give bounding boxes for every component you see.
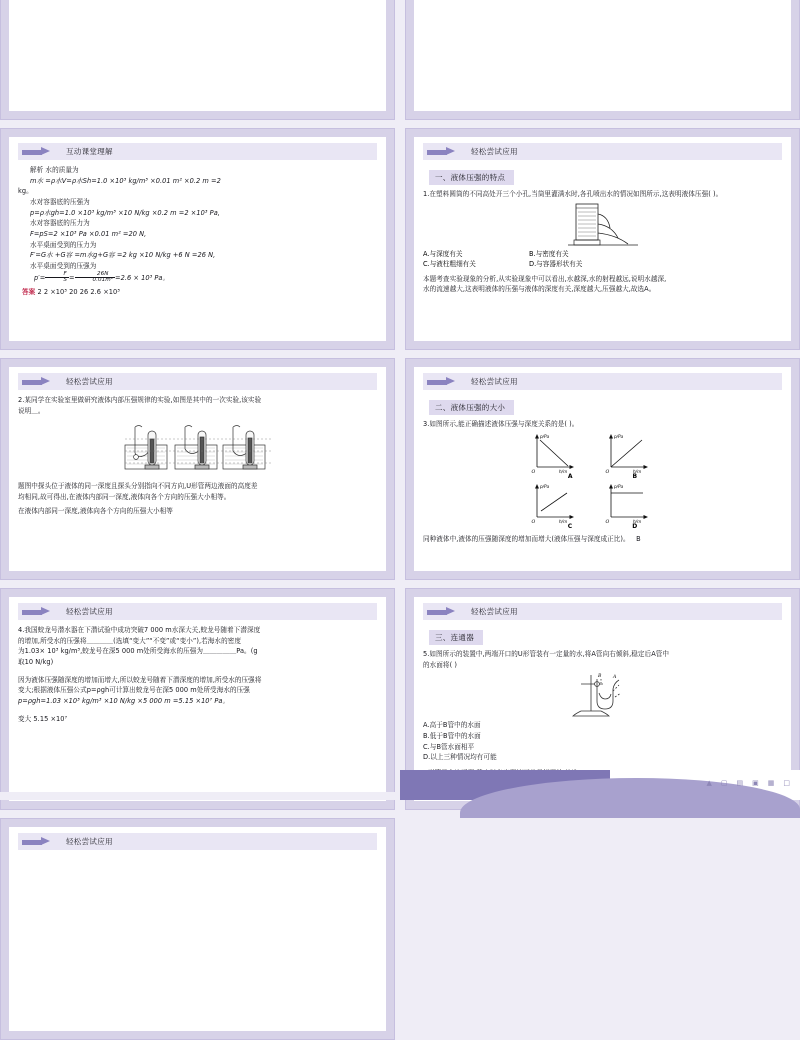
slide-thumbnail[interactable] bbox=[0, 128, 395, 350]
home-icon[interactable]: ▲ bbox=[706, 779, 712, 787]
slide6-question: 3.如图所示,能正确描述液体压强与深度关系的是( )。 bbox=[423, 420, 579, 428]
u-tube-diagram bbox=[563, 671, 643, 719]
slide3-l1: 解析 水的质量为 bbox=[30, 166, 79, 174]
phone-icon[interactable]: □ bbox=[783, 779, 790, 787]
slide-header-band bbox=[18, 603, 377, 620]
arrow-icon bbox=[427, 607, 457, 616]
svg-text:h/m: h/m bbox=[632, 468, 641, 474]
slide-header-label: 轻松尝试应用 bbox=[66, 377, 113, 386]
slide3-l11-eq: = bbox=[68, 273, 75, 282]
slide-header-band bbox=[423, 373, 782, 390]
slide-header-band bbox=[18, 373, 377, 390]
option-c[interactable]: C.与液柱粗细有关 bbox=[423, 260, 476, 269]
slide7-q1: 4.我国蛟龙号潜水器在下潜试验中成功突破7 000 m水深大关,蛟龙号随着下潜深度 bbox=[18, 626, 261, 634]
slide-header-label: 轻松尝试应用 bbox=[66, 607, 113, 616]
slide5-q2: 说明＿。 bbox=[18, 406, 45, 415]
slide4-explain1: 本题考查实验现象的分析,从实验现象中可以看出,水越深,水的射程越远,说明水越深, bbox=[423, 274, 667, 283]
graph-label-d: D bbox=[632, 522, 638, 530]
slide3-l5: p=ρ水gh=1.0 ×10³ kg/m³ ×10 N/kg ×0.2 m =2 ×10³ Pa, bbox=[30, 208, 220, 217]
slide-header-label: 互动课堂理解 bbox=[66, 147, 113, 156]
slide-header-band bbox=[423, 143, 782, 160]
formula-fraction: $\frac{F}{S}$ bbox=[45, 272, 69, 284]
figure-graphs bbox=[423, 431, 782, 475]
slide-content bbox=[9, 137, 386, 341]
option-c[interactable]: C.与B管水面相平 bbox=[423, 742, 475, 751]
slide-header-band bbox=[18, 833, 377, 850]
slide3-l2: m水 =ρ水V=ρ水Sh=1.0 ×10³ kg/m³ ×0.01 m² ×0.2 m =2 bbox=[30, 176, 221, 185]
slide-thumbnail[interactable] bbox=[405, 128, 800, 350]
section-heading: 三、连通器 bbox=[429, 630, 483, 645]
option-d[interactable]: D.与容器形状有关 bbox=[529, 260, 583, 269]
slide3-l4: 水对容器底的压强为 bbox=[30, 198, 90, 207]
slide-header-label: 轻松尝试应用 bbox=[471, 607, 518, 616]
option-b[interactable]: B.低于B管中的水面 bbox=[423, 732, 481, 741]
slide3-l9: F′=G水 +G容 =m水g+G容 =2 kg ×10 N/kg +6 N =26 N, bbox=[30, 251, 216, 260]
slide-header-label: 轻松尝试应用 bbox=[471, 377, 518, 386]
slide3-l6: 水对容器底的压力为 bbox=[30, 219, 90, 228]
graph-label-a: A bbox=[567, 472, 573, 480]
folder-icon[interactable]: ▣ bbox=[752, 779, 759, 787]
figure-u-tube-experiment bbox=[18, 419, 377, 477]
slide-content bbox=[9, 597, 386, 801]
pressure-probe-diagram bbox=[123, 419, 273, 477]
slide7-q2: 的增加,所受水的压强将＿＿＿＿(选填“变大”“不变”或“变小”),若海水的密度 bbox=[18, 636, 241, 645]
slide-header-label: 轻松尝试应用 bbox=[471, 147, 518, 156]
slide7-explain1: 因为液体压强随深度的增加而增大,所以蛟龙号随着下潜深度的增加,所受水的压强将 bbox=[18, 675, 262, 684]
svg-text:p/Pa: p/Pa bbox=[613, 433, 623, 439]
slide4-options-row1 bbox=[423, 249, 782, 260]
slide-content bbox=[9, 827, 386, 1031]
water-jet-diagram bbox=[568, 202, 638, 248]
slide7-q4: 取10 N/kg) bbox=[18, 658, 54, 667]
slide-thumbnail[interactable] bbox=[0, 358, 395, 580]
graph-label-c: C bbox=[567, 522, 573, 530]
slide-thumbnail[interactable] bbox=[0, 0, 395, 120]
slide8-q2: 的水面将( ) bbox=[423, 660, 457, 669]
slide6-explain bbox=[423, 534, 782, 545]
graph-label-b: B bbox=[632, 472, 638, 480]
svg-text:p/Pa: p/Pa bbox=[539, 483, 549, 489]
footer-icon-row bbox=[706, 779, 790, 787]
slide3-l3: kg。 bbox=[18, 187, 33, 196]
page-gutter bbox=[0, 792, 400, 800]
answer-text: 2 2 ×10³ 20 26 2.6 ×10³ bbox=[37, 287, 120, 296]
slide5-explain2: 均相同,故可得出,在液体内部同一深度,液体向各个方向的压强大小相等。 bbox=[18, 493, 231, 502]
figure-graphs-2 bbox=[423, 481, 782, 525]
slide-content bbox=[414, 137, 791, 341]
slide3-l8: 水平桌面受到的压力为 bbox=[30, 240, 97, 249]
slide3-l7: F=pS=2 ×10³ Pa ×0.01 m² =20 N, bbox=[30, 230, 147, 239]
footer-decoration bbox=[400, 770, 800, 800]
slide4-explain2: 水的流速越大,这表明液体的压强与液体的深度有关,深度越大,压强越大,故选A。 bbox=[423, 285, 656, 294]
slide-thumbnail[interactable] bbox=[405, 0, 800, 120]
slide5-explain1: 题图中探头位于液体的同一深度且探头分别指向不同方向,U形管两边液面的高度差 bbox=[18, 482, 258, 491]
slide3-l11 bbox=[18, 272, 377, 284]
slide5-answer: 在液体内部同一深度,液体向各个方向的压强大小相等 bbox=[18, 506, 173, 515]
slide6-answer: B bbox=[636, 534, 641, 543]
svg-text:h/m: h/m bbox=[632, 518, 641, 524]
arrow-icon bbox=[22, 607, 52, 616]
slide-header-label: 轻松尝试应用 bbox=[66, 837, 113, 846]
svg-text:h/m: h/m bbox=[558, 518, 567, 524]
slide-header-band bbox=[18, 143, 377, 160]
slide7-explain2: 变大;根据液体压强公式p=ρgh可计算出蛟龙号在深5 000 m处所受海水的压强 bbox=[18, 686, 250, 695]
pressure-depth-graphs-ab bbox=[523, 431, 683, 475]
slide-thumbnail[interactable] bbox=[0, 818, 395, 1040]
arrow-icon bbox=[427, 377, 457, 386]
formula-fraction: $\frac{26N}{\text{0.01m²}}$ bbox=[75, 272, 115, 284]
option-d[interactable]: D.以上三种情况均有可能 bbox=[423, 753, 497, 762]
option-a[interactable]: A.高于B管中的水面 bbox=[423, 721, 481, 730]
pressure-depth-graphs-cd bbox=[523, 481, 683, 525]
slide-content bbox=[414, 367, 791, 571]
section-heading: 二、液体压强的大小 bbox=[429, 400, 514, 415]
slide3-l11-lead: p′= bbox=[34, 273, 46, 282]
slide8-q1: 5.如图所示的装置中,两端开口的U形管装有一定量的水,将A管向右倾斜,稳定后A管中 bbox=[423, 650, 670, 658]
slide-content bbox=[9, 367, 386, 571]
axis-y-label: p/Pa bbox=[539, 433, 549, 439]
slide-header-band bbox=[423, 603, 782, 620]
slide7-explain3: p=ρgh=1.03 ×10³ kg/m³ ×10 N/kg ×5 000 m =5.15 ×10⁷ Pa。 bbox=[18, 697, 230, 706]
arrow-icon bbox=[22, 147, 52, 156]
slide7-answer: 变大 5.15 ×10⁷ bbox=[18, 714, 68, 723]
tube-label-a: A bbox=[612, 675, 616, 681]
svg-text:O: O bbox=[605, 469, 609, 475]
slide4-options-row2 bbox=[423, 259, 782, 270]
axis-origin: O bbox=[531, 469, 535, 475]
slide3-answer bbox=[18, 287, 377, 298]
slide6-explain-text: 同种液体中,液体的压强随深度的增加而增大(液体压强与深度成正比)。 bbox=[423, 534, 630, 543]
trash-icon[interactable]: ▦ bbox=[767, 779, 775, 787]
slide-content bbox=[9, 0, 386, 111]
figure-u-tube-stand bbox=[423, 671, 782, 719]
svg-text:p/Pa: p/Pa bbox=[613, 483, 623, 489]
section-heading: 一、液体压强的特点 bbox=[429, 170, 514, 185]
axis-x-label: h/m bbox=[558, 468, 567, 474]
arrow-icon bbox=[22, 377, 52, 386]
arrow-icon bbox=[427, 147, 457, 156]
slide4-question: 1.在塑料圆筒的不同高处开三个小孔,当筒里灌满水时,各孔喷出水的情况如图所示,这表明液体压强( )。 bbox=[423, 190, 723, 198]
svg-text:O: O bbox=[531, 519, 535, 525]
slide-thumbnail[interactable] bbox=[0, 588, 395, 810]
slide5-q1: 2.某同学在实验室里做研究液体内部压强规律的实验,如图是其中的一次实验,该实验 bbox=[18, 396, 262, 404]
slide3-l10: 水平桌面受到的压强为 bbox=[30, 262, 97, 271]
page-icon[interactable]: ▢ bbox=[720, 779, 728, 787]
option-a[interactable]: A.与深度有关 bbox=[423, 249, 463, 258]
tube-label-b: B bbox=[597, 674, 601, 680]
option-b[interactable]: B.与密度有关 bbox=[529, 249, 569, 258]
slide7-q3: 为1.03× 10³ kg/m³,蛟龙号在深5 000 m处所受海水的压强为＿＿＿＿＿Pa。(g bbox=[18, 647, 258, 656]
slide-thumbnail[interactable] bbox=[405, 358, 800, 580]
grid-icon[interactable]: ▤ bbox=[736, 779, 744, 787]
slide3-l11-tail: =2.6 × 10³ Pa。 bbox=[115, 273, 170, 282]
slide-content bbox=[414, 0, 791, 111]
arrow-icon bbox=[22, 837, 52, 846]
figure-water-jet bbox=[423, 202, 782, 248]
svg-text:O: O bbox=[605, 519, 609, 525]
answer-label: 答案 bbox=[22, 287, 36, 296]
